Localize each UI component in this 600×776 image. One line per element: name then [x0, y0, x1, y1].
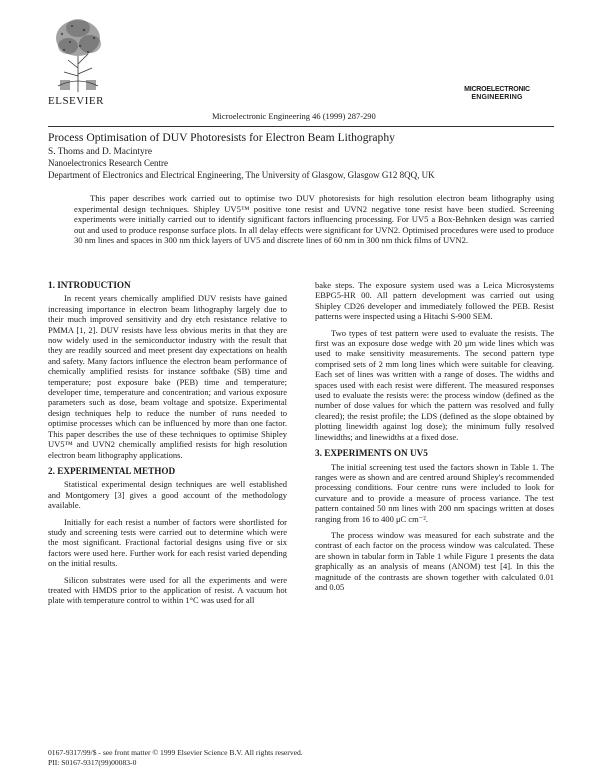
paragraph: bake steps. The exposure system used was a Leica Microsystems EBPG5-HR 00. All pattern development was carried out using Shipley CD26 developer and immediately followed the PEB. Resist patterns were inspected using a Hitachi S-900 SEM. — [315, 280, 554, 322]
paragraph: In recent years chemically amplified DUV resists have gained increasing importance in electron beam lithography largely due to their much improved sensitivity and dry etch resistance relative to PMMA [1, 2]. DUV resists have less obvious merits in that they are now widely used in the semiconductor industry with the result that they are readily sourced and meet present day expectations on health and safety. Many factors influence the electron beam performance of chemically amplified resists for instance softbake (SB) time and temperature; post exposure bake (PEB) time and temperature; developer time, temperature and concentration; and various exposure parameters such as dose, beam voltage and spotsize. Experimental design techniques help to reduce the number of runs needed to optimise processes which can be influenced by more than one factor. This paper describes the use of these techniques to optimise Shipley UV5™ and UVN2 chemically amplified resists for high resolution electron beam lithography applications. — [48, 293, 287, 460]
journal-reference: Microelectronic Engineering 46 (1999) 287-290 — [212, 111, 376, 121]
paper-authors: S. Thoms and D. Macintyre — [48, 147, 152, 157]
right-column — [315, 280, 554, 598]
paragraph: Initially for each resist a number of factors were shortlisted for study and screening tests were carried out to determine which were the most significant. Fractional factorial designs using five or six factors were used here. Further work for each resist varied depending on the initial results. — [48, 516, 287, 569]
copyright-footer — [48, 748, 303, 767]
paragraph: The process window was measured for each substrate and the contrast of each factor on the process window was calculated. These are shown in tabular form in Table 1 while Figure 1 presents the data graphically as an analysis of means (ANOM) test [4]. In this the magnitude of the contrasts are shown together with calculated 0.01 and 0.05 — [315, 529, 554, 592]
left-column — [48, 280, 287, 612]
elsevier-tree-logo — [50, 16, 106, 94]
journal-logo — [450, 86, 544, 102]
paragraph: The initial screening test used the factors shown in Table 1. The ranges were as shown and are centred around Shipley's recommended processing conditions. Four centre runs were included to look for curvature and to provide a measure of process variance. The test pattern contained 50 nm lines with 200 nm spacings written at doses ranging from 16 to 400 μC cm⁻². — [315, 461, 554, 524]
paragraph: Statistical experimental design techniques are well established and Montgomery [3] gives a good account of the methodology available. — [48, 479, 287, 511]
section-heading-experiments-uv5: 3. EXPERIMENTS ON UV5 — [315, 448, 428, 459]
abstract: This paper describes work carried out to optimise two DUV photoresists for high resolution electron beam lithography using experimental design techniques. Shipley UV5™ positive tone resist and UVN2 negative tone resist have been studied. Screening experiments were initially carried out to identify significant factors influencing processing. For UV5 a Box-Behnken design was carried out and used to produce response surface plots. In all delay effects were significant for UVN2. Optimised procedures were used to produce 30 nm lines and spaces in 300 nm thick layers of UV5 and discrete lines of 60 nm in 300 nm thick films of UVN2. — [74, 193, 554, 246]
section-heading-experimental-method: 2. EXPERIMENTAL METHOD — [48, 465, 176, 476]
section-heading-introduction: 1. INTRODUCTION — [48, 280, 131, 290]
paper-title: Process Optimisation of DUV Photoresists for Electron Beam Lithography — [48, 131, 395, 144]
journal-logo-line1: MICROELECTRONIC — [464, 86, 530, 93]
copyright-line: 0167-9317/99/$ - see front matter © 1999 Elsevier Science B.V. All rights reserved. — [48, 748, 303, 757]
paragraph: Two types of test pattern were used to evaluate the resists. The first was an exposure dose wedge with 20 μm wide lines which was used to make sensitivity measurements. The second pattern type comprised sets of 2 mm long lines which were suitable for cleaving. Each set of lines was written with a range of doses. The widths and spaces used with each resist were different. The measured responses used to evaluate the resists were: the process window (defined as the number of dose values for which the pattern was resolved and fully cleared); the resist profile; the LDS (defined as the slope obtained by plotting linewidth against log dose); the minimum fully resolved linewidths; and linewidths at a fixed dose. — [315, 327, 554, 442]
pii-line: PII: S0167-9317(99)00083-0 — [48, 757, 137, 767]
paper-affiliation: Nanoelectronics Research Centre — [48, 158, 168, 168]
paragraph: Silicon substrates were used for all the experiments and were treated with HMDS prior to the application of resist. A vacuum hot plate with temperature control to within 1°C was used for all — [48, 574, 287, 606]
journal-logo-line2: ENGINEERING — [471, 94, 523, 101]
header-rule — [48, 126, 554, 127]
paper-department: Department of Electronics and Electrical Engineering, The University of Glasgow, Glasgow G12 8QQ, UK — [48, 170, 435, 180]
publisher-name: ELSEVIER — [48, 95, 104, 107]
